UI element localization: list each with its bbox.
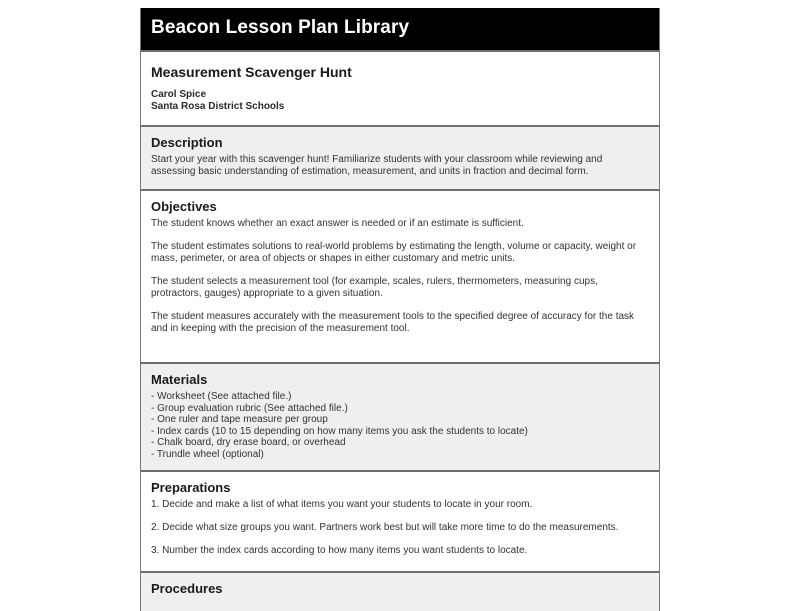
objectives-section — [141, 189, 659, 362]
lesson-organization: Santa Rosa District Schools — [151, 101, 285, 112]
preparations-heading: Preparations — [151, 480, 231, 495]
objective-item: The student selects a measurement tool (for example, scales, rulers, thermometers, measuring cups, protractors, gauges) appropriate to a given situation. — [151, 276, 598, 299]
description-heading: Description — [151, 135, 223, 150]
material-item: - Group evaluation rubric (See attached file.) — [151, 402, 348, 414]
lesson-title: Measurement Scavenger Hunt — [151, 64, 352, 80]
material-item: - Index cards (10 to 15 depending on how many items you ask the students to locate) — [151, 425, 528, 437]
lesson-header-section — [141, 50, 659, 125]
library-title: Beacon Lesson Plan Library — [151, 17, 410, 38]
procedures-heading: Procedures — [151, 581, 223, 596]
preparation-step: 3. Number the index cards according to how many items you want students to locate. — [151, 545, 528, 556]
materials-section — [141, 362, 659, 470]
description-section — [141, 125, 659, 189]
preparation-step: 1. Decide and make a list of what items you want your students to locate in your room. — [151, 499, 533, 510]
preparations-section — [141, 470, 659, 571]
procedures-section — [141, 571, 659, 611]
material-item: - Worksheet (See attached file.) — [151, 391, 292, 402]
lesson-plan-page — [140, 8, 660, 611]
materials-heading: Materials — [151, 372, 208, 387]
material-item: - Trundle wheel (optional) — [151, 448, 264, 460]
material-item: - Chalk board, dry erase board, or overhead — [151, 437, 346, 449]
description-text: Start your year with this scavenger hunt! Familiarize students with your classroom while reviewing and assessing basic understanding of estimation, measurement, and units in fraction and decimal form. — [151, 154, 603, 177]
material-item: - One ruler and tape measure per group — [151, 414, 328, 426]
library-banner — [141, 8, 659, 50]
preparation-step: 2. Decide what size groups you want. Partners work best but will take more time to do the measurements. — [151, 522, 619, 533]
objective-item: The student measures accurately with the measurement tools to the specified degree of accuracy for the task and in keeping with the precision of the measurement tool. — [151, 311, 635, 334]
objectives-heading: Objectives — [151, 199, 217, 214]
objective-item: The student knows whether an exact answer is needed or if an estimate is sufficient. — [151, 218, 524, 229]
objective-item: The student estimates solutions to real-world problems by estimating the length, volume or capacity, weight or mass, perimeter, or area of objects or shapes in either customary and metric units. — [151, 241, 637, 264]
lesson-author: Carol Spice — [151, 89, 207, 100]
